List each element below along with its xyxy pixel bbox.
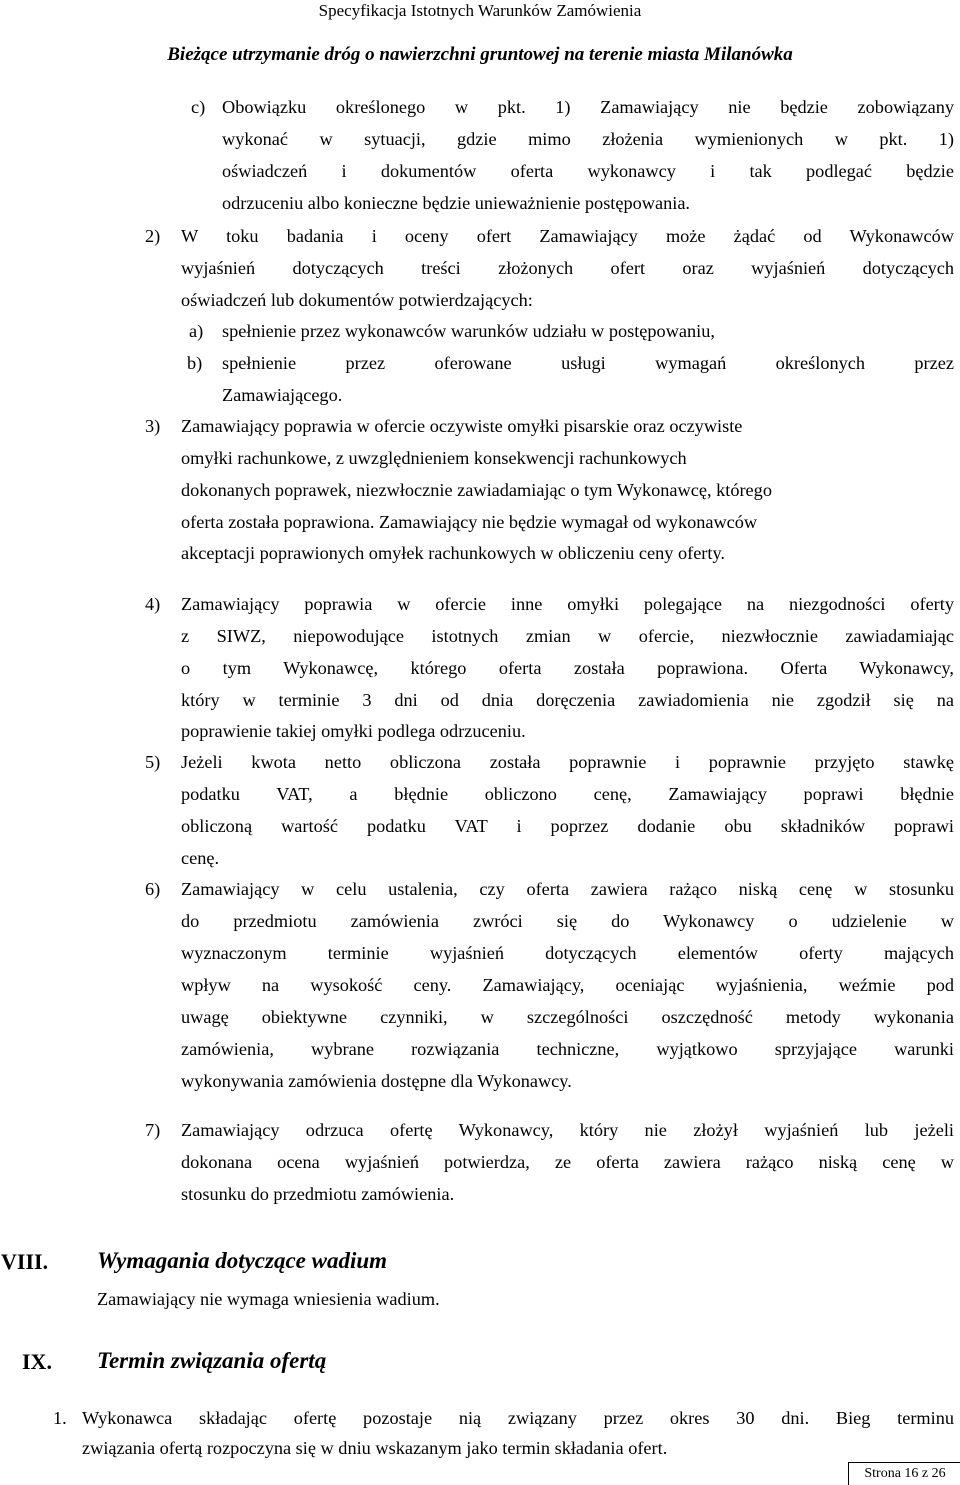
section-9-number: IX. <box>22 1349 52 1374</box>
item-6-line: Zamawiający w celu ustalenia, czy oferta zawiera rażąco niską cenę w stosunku <box>181 879 954 899</box>
item-7-label: 7) <box>145 1120 161 1140</box>
item-6-line: do przedmiotu zamówienia zwróci się do Wykonawcy o udzielenie w <box>181 911 954 931</box>
item-2-line: oświadczeń lub dokumentów potwierdzających: <box>181 290 533 310</box>
item-4-line: poprawienie takiej omyłki podlega odrzuceniu. <box>181 721 526 741</box>
item-7-line: dokonana ocena wyjaśnień potwierdza, ze oferta zawiera rażąco niską cenę w <box>181 1152 954 1172</box>
item-3-line: omyłki rachunkowe, z uwzględnieniem konsekwencji rachunkowych <box>181 448 687 468</box>
item-3-label: 3) <box>145 416 161 436</box>
item-3-line: dokonanych poprawek, niezwłocznie zawiadamiając o tym Wykonawcę, którego <box>181 480 772 500</box>
item-6-line: uwagę obiektywne czynniki, w szczególności oszczędność metody wykonania <box>181 1007 954 1027</box>
item-7-line: stosunku do przedmiotu zamówienia. <box>181 1184 455 1204</box>
item-5-label: 5) <box>145 752 161 772</box>
item-2-line: wyjaśnień dotyczących treści złożonych ofert oraz wyjaśnień dotyczących <box>181 258 954 278</box>
item-6-line: wykonywania zamówienia dostępne dla Wykonawcy. <box>181 1071 572 1091</box>
item-6-label: 6) <box>145 879 161 899</box>
item-c-line: odrzuceniu albo konieczne będzie unieważnienie postępowania. <box>222 193 691 213</box>
item-7-line: Zamawiający odrzuca ofertę Wykonawcy, który nie złożył wyjaśnień lub jeżeli <box>181 1120 954 1140</box>
section-9-item-1-label: 1. <box>53 1408 67 1428</box>
item-5-line: podatku VAT, a błędnie obliczono cenę, Zamawiający poprawi błędnie <box>181 784 954 804</box>
item-5-line: Jeżeli kwota netto obliczona została poprawnie i poprawnie przyjęto stawkę <box>181 752 954 772</box>
item-2a-text: spełnienie przez wykonawców warunków udziału w postępowaniu, <box>222 321 715 341</box>
section-9-item-1-line: Wykonawca składając ofertę pozostaje nią związany przez okres 30 dni. Bieg terminu <box>82 1408 954 1428</box>
item-4-line: który w terminie 3 dni od dnia doręczenia zawiadomienia nie zgodził się na <box>181 690 954 710</box>
item-2b-line: spełnienie przez oferowane usługi wymagań określonych przez <box>222 353 954 373</box>
document-subtitle: Bieżące utrzymanie dróg o nawierzchni gruntowej na terenie miasta Milanówka <box>167 44 793 65</box>
item-2b-line: Zamawiającego. <box>222 385 343 405</box>
item-2a-label: a) <box>189 321 204 341</box>
item-5-line: obliczoną wartość podatku VAT i poprzez dodanie obu składników poprawi <box>181 816 954 836</box>
item-3-line: Zamawiający poprawia w ofercie oczywiste omyłki pisarskie oraz oczywiste <box>181 416 743 436</box>
item-6-line: wpływ na wysokość ceny. Zamawiający, oceniając wyjaśnienia, weźmie pod <box>181 975 954 995</box>
item-2-line: W toku badania i oceny ofert Zamawiający może żądać od Wykonawców <box>181 226 954 246</box>
page-number: Strona 16 z 26 <box>848 1462 960 1485</box>
item-c-line: wykonać w sytuacji, gdzie mimo złożenia wymienionych w pkt. 1) <box>222 129 954 149</box>
item-4-line: z SIWZ, niepowodujące istotnych zmian w ofercie, niezwłocznie zawiadamiając <box>181 626 954 646</box>
item-2-label: 2) <box>145 226 161 246</box>
section-8-body: Zamawiający nie wymaga wniesienia wadium. <box>97 1289 440 1309</box>
item-c-line: Obowiązku określonego w pkt. 1) Zamawiający nie będzie zobowiązany <box>222 97 954 117</box>
item-c-label: c) <box>191 97 206 117</box>
item-4-label: 4) <box>145 594 161 614</box>
section-8-title: Wymagania dotyczące wadium <box>97 1248 388 1273</box>
running-header: Specyfikacja Istotnych Warunków Zamówienia <box>318 1 642 20</box>
item-4-line: o tym Wykonawcę, którego oferta została poprawiona. Oferta Wykonawcy, <box>181 658 954 678</box>
item-6-line: wyznaczonym terminie wyjaśnień dotyczących elementów oferty mających <box>181 943 954 963</box>
item-6-line: zamówienia, wybrane rozwiązania techniczne, wyjątkowo sprzyjające warunki <box>181 1039 954 1059</box>
item-3-line: oferta została poprawiona. Zamawiający nie będzie wymagał od wykonawców <box>181 512 758 532</box>
section-8-number: VIII. <box>1 1249 49 1274</box>
item-4-line: Zamawiający poprawia w ofercie inne omyłki polegające na niezgodności oferty <box>181 594 954 614</box>
item-3-line: akceptacji poprawionych omyłek rachunkowych w obliczeniu ceny oferty. <box>181 543 726 563</box>
item-2b-label: b) <box>187 353 203 373</box>
item-c-line: oświadczeń i dokumentów oferta wykonawcy i tak podlegać będzie <box>222 161 954 181</box>
item-5-line: cenę. <box>181 848 220 868</box>
section-9-title: Termin związania ofertą <box>97 1348 327 1373</box>
section-9-item-1-line: związania ofertą rozpoczyna się w dniu wskazanym jako termin składania ofert. <box>82 1438 668 1458</box>
